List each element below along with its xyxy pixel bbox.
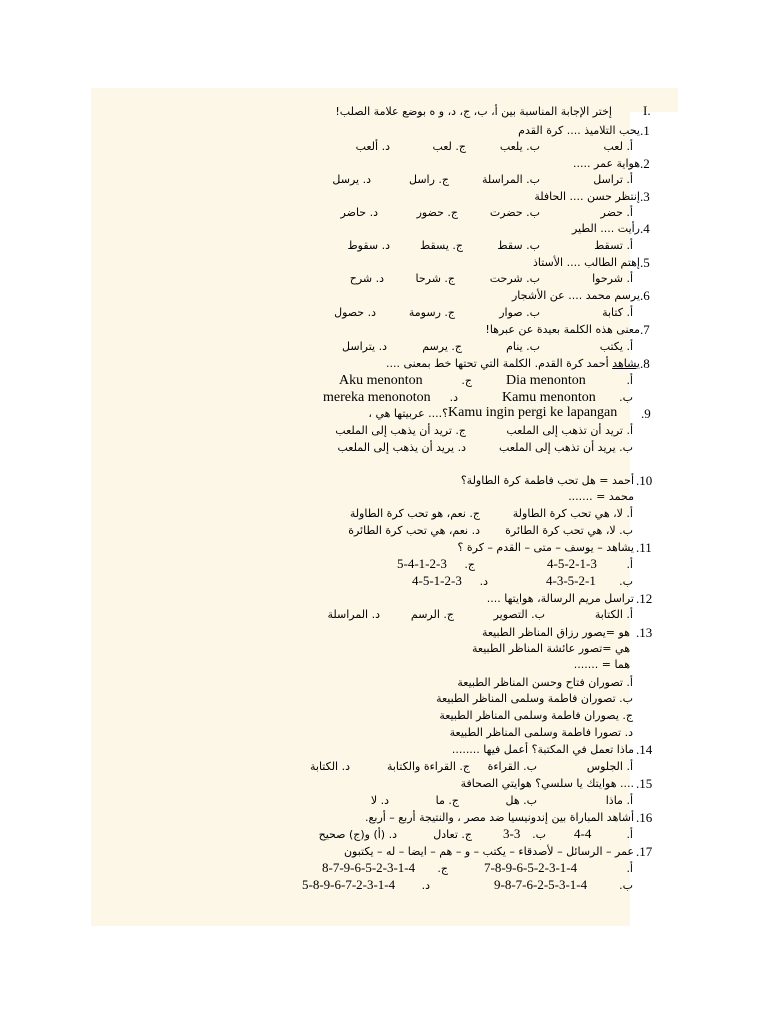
option-d: د. [479,575,488,588]
option-d: د. [421,879,430,892]
option-a: أ. [626,862,633,875]
option-a: أ. كتابة [602,306,633,319]
option-b: ب. ينام [506,340,540,353]
option-d: د. حاضر [340,206,378,219]
question-number: .6 [640,288,650,303]
option-c: ج. يصوران فاطمة وسلمى المناظر الطبيعة [439,709,633,722]
option-a: أ. تراسل [593,173,633,186]
option-c: ج. رسومة [408,306,455,319]
option-a-value: Dia menonton [506,373,586,388]
option-d: د. يتراسل [342,340,387,353]
option-b: ب. [532,828,546,841]
option-c: ج. شرحا [415,272,455,285]
option-a: أ. الجلوس [586,760,633,773]
option-d: د. تصورا فاطمة وسلمى المناظر الطبيعة [449,726,633,739]
option-d: د. يرسل [332,173,371,186]
option-a: أ. ماذا [605,794,633,807]
option-b: ب. شرحت [489,272,540,285]
option-c: ج. تعادل [433,828,472,841]
option-b-value: 4-3-5-2-1 [546,573,596,588]
question-number: .4 [640,221,650,236]
question-number: .15 [636,776,653,791]
option-c: ج. القراءة والكتابة [386,760,470,773]
dialogue-line: هي =تصور عائشة المناظر الطبيعة [472,642,630,655]
option-a: أ. تصوران فتاح وحسن المناظر الطبيعة [457,676,633,689]
dialogue-line: هما = ....... [573,658,630,671]
option-b: ب. لا، هي تحب كرة الطائرة [505,524,633,537]
option-c: ج. [461,374,472,387]
option-a: أ. تريد أن تذهب إلى الملعب [506,424,633,437]
option-d-value: mereka menonoton [323,390,431,405]
option-b: ب. التصوير [493,608,545,621]
option-c-value: Aku menonton [339,373,423,388]
option-a-value: 7-8-9-6-5-2-3-1-4 [484,860,578,875]
question-stem: ؟.... عربيتها هي ، [368,407,448,420]
question-stem-latin: Kamu ingin pergi ke lapangan [448,405,618,420]
option-a: أ. تسقط [594,239,633,252]
option-c: ج. يسقط [420,239,463,252]
option-b: ب. يلعب [499,140,540,153]
option-c: ج. راسل [408,173,449,186]
question-number: .12 [636,591,653,606]
question-stem: يشاهد – يوسف – متى – القدم – كرة ؟ [457,541,634,554]
underlined-word: يشاهد [612,357,640,370]
question-stem: معنى هذه الكلمة بعيدة عن عبرها! [485,323,640,336]
question-number: .1 [640,123,650,138]
option-a-value: 4-5-2-1-3 [547,556,597,571]
dialogue-line: أحمد = هل تحب فاطمة كرة الطاولة؟ [460,474,634,487]
option-a: أ. [626,828,633,841]
question-number: .13 [636,625,653,640]
option-a: أ. لا، هي تحب كرة الطاولة [512,507,633,520]
question-stem: رأيت .... الطير [571,222,640,235]
option-a: أ. يكتب [599,340,633,353]
option-b: ب. [619,391,633,404]
option-d: د. [449,391,458,404]
option-a: أ. الكتابة [594,608,633,621]
option-d-value: 4-5-1-2-3 [412,573,462,588]
question-number: .14 [636,742,653,757]
question-number: .9 [641,406,651,421]
option-d: د. ألعب [355,140,390,153]
option-a: أ. شرحوا [592,272,633,285]
option-d-value: 5-8-9-6-7-2-3-1-4 [302,877,396,892]
option-b: ب. [619,575,633,588]
question-stem: عمر – الرسائل – لأصدقاء – يكتب – و – هم – ايضا – له – يكتبون [343,845,634,858]
option-a: أ. حضر [600,206,633,219]
option-c: ج. ما [435,794,459,807]
question-stem: تراسل مريم الرسالة، هوايتها .... [486,592,634,605]
option-c: ج. [464,558,475,571]
option-c: ج. الرسم [410,608,454,621]
dialogue-line: هو =يصور رزاق المناظر الطبيعة [481,626,630,639]
option-c: ج. حضور [416,206,458,219]
question-number: .8 [640,356,650,371]
option-b: ب. المراسلة [482,173,540,186]
option-d: د. سقوط [347,239,390,252]
question-stem: يرسم محمد .... عن الأشجار [511,289,640,302]
question-stem: هواية عمر ..... [573,157,640,170]
option-d: د. نعم، هي تحب كرة الطائرة [348,524,480,537]
option-b: ب. تصوران فاطمة وسلمى المناظر الطبيعة [436,692,633,705]
option-d: د. الكتابة [309,760,350,773]
question-number: .7 [640,322,650,337]
option-b: ب. سقط [497,239,540,252]
question-stem: أشاهد المباراة بين إندونيسيا ضد مصر ، والنتيجة أربع – أربع. [365,811,634,824]
question-stem: إنتظر حسن .... الحافلة [534,190,640,203]
section-number: I. [643,103,651,118]
option-b: ب. حضرت [489,206,540,219]
option-c: ج. لعب [432,140,466,153]
option-d: د. يريد أن يذهب إلى الملعب [337,441,466,454]
option-c-value: 8-7-9-6-5-2-3-1-4 [322,860,416,875]
question-number: .2 [640,156,650,171]
option-b: ب. هل [505,794,537,807]
question-stem: .... هوايتك يا سلسي؟ هوايتي الصحافة [460,777,634,790]
option-c: ج. نعم، هو تحب كرة الطاولة [349,507,480,520]
option-a: أ. لعب [603,140,633,153]
question-stem: يشاهد أحمد كرة القدم. الكلمة التي تحتها خط بمعنى .... [385,357,640,370]
option-b-value: 9-8-7-6-2-5-3-1-4 [494,877,588,892]
option-a: أ. [626,374,633,387]
question-stem: ماذا تعمل في المكتبة؟ أعمل فيها ........ [451,743,634,756]
question-number: .11 [636,540,652,555]
instruction-text: إختر الإجابة المناسبة بين أ، ب، ج، د، و ه بوضع علامة الصلب! [335,105,612,118]
question-number: .17 [636,844,653,859]
option-c-value: 5-4-1-2-3 [397,556,447,571]
option-c: ج. يرسم [422,340,462,353]
question-number: .3 [640,189,650,204]
option-b: ب. صوار [499,306,540,319]
option-d: د. حصول [334,306,376,319]
option-d: د. لا [370,794,389,807]
question-stem: يحب التلاميذ .... كرة القدم [518,124,640,137]
question-number: .16 [636,810,653,825]
option-b: ب. [619,879,633,892]
option-c: ج. تريد أن يذهب إلى الملعب [335,424,466,437]
option-b-value: 3-3 [503,826,521,841]
option-c: ج. [437,862,448,875]
option-d: د. (أ) و(ج) صحيح [318,828,397,841]
option-a-value: 4-4 [574,826,592,841]
option-b-value: Kamu menonton [502,390,596,405]
option-d: د. شرح [349,272,384,285]
question-number: .5 [640,255,650,270]
option-b: ب. يريد أن تذهب إلى الملعب [499,441,633,454]
option-b: ب. القراءة [487,760,537,773]
option-a: أ. [626,558,633,571]
question-number: .10 [636,473,653,488]
question-stem: إهتم الطالب .... الأستاذ [532,256,640,269]
option-d: د. المراسلة [327,608,380,621]
dialogue-line: محمد = ....... [568,490,634,503]
